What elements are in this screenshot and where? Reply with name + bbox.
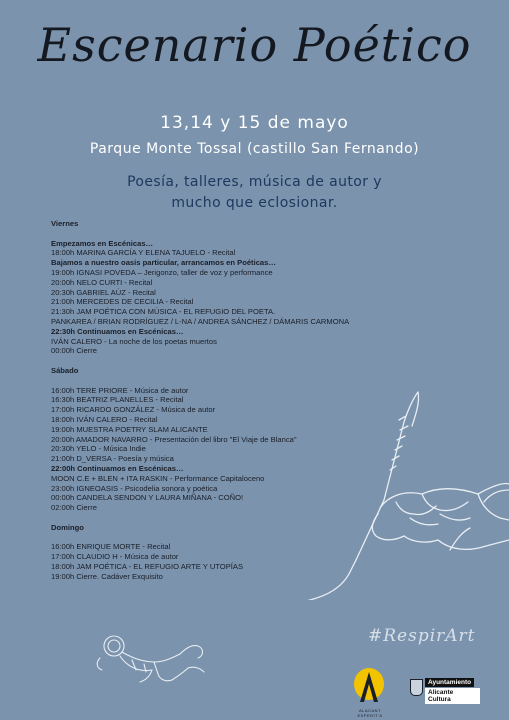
program-line: 00:00h CANDELA SENDON Y LAURA MIÑANA - COÑO! xyxy=(51,493,244,503)
hand-with-quill-illustration xyxy=(300,390,509,600)
program-line: 21:00h D_VERSA - Poesía y música xyxy=(51,454,174,464)
program-line: 23:00h IGNEOASIS - Psicodelia sonora y poética xyxy=(51,483,218,493)
program-line: 21:00h MERCEDES DE CECILIA - Recital xyxy=(51,297,194,307)
astronaut-illustration xyxy=(92,628,212,688)
program-line: 18:00h IVÁN CALERO - Recital xyxy=(51,414,158,424)
program-line: 16:00h TERE PRIORE - Música de autor xyxy=(51,385,189,395)
program-heading: Domingo xyxy=(51,522,84,532)
tagline-line-1: Poesía, talleres, música de autor y xyxy=(127,174,382,190)
program-spacer xyxy=(51,356,381,366)
event-venue: Parque Monte Tossal (castillo San Fernando) xyxy=(89,141,420,157)
logo-alacant-text: ALACANT ESPERIT'A xyxy=(357,708,383,718)
logo-ayuntamiento-bottom: Alicante Cultura xyxy=(425,688,480,704)
program-line: 18:00h JAM POÉTICA - EL REFUGIO ARTE Y UTOPÍAS xyxy=(51,561,244,571)
program-line: 17:00h CLAUDIO H - Música de autor xyxy=(51,552,179,562)
program-line: 19:00h Cierre. Cadáver Exquisito xyxy=(51,571,163,581)
logo-alacant-icon xyxy=(352,666,386,706)
event-dates: 13,14 y 15 de mayo xyxy=(160,113,349,133)
hashtag: #RespirArt xyxy=(368,626,476,646)
program-line: 21:30h JAM POÉTICA CON MÚSICA - EL REFUGIO DEL POETA. xyxy=(51,307,276,317)
program-line: 16:00h ENRIQUE MORTE - Recital xyxy=(51,542,171,552)
program-line: 02:00h Cierre xyxy=(51,503,98,513)
program-heading: 22:00h Continuamos en Escénicas… xyxy=(51,463,184,473)
program-line: 19:00h IGNASI POVEDA – Jerigonzo, taller de voz y performance xyxy=(51,267,273,277)
program-line: 20:30h YELO - Música Indie xyxy=(51,444,146,454)
program-spacer xyxy=(51,229,381,239)
logo-ayuntamiento xyxy=(410,677,480,703)
program-heading: Viernes xyxy=(51,219,79,228)
program-spacer xyxy=(51,376,381,386)
program-line: IVÁN CALERO - La noche de los poetas muertos xyxy=(51,336,217,346)
program-heading: Sábado xyxy=(51,365,79,375)
event-tagline xyxy=(0,172,509,214)
program-line: PANKAREA / BRIAN RODRÍGUEZ / L-NA / ANDREA SÁNCHEZ / DÁMARIS CARMONA xyxy=(51,316,350,326)
program-heading: Empezamos en Escénicas… xyxy=(51,238,154,248)
program-line: 20:00h NELO CURTI - Recital xyxy=(51,277,153,287)
program-line: 00:00h Cierre xyxy=(51,346,98,356)
program-heading: 22:30h Continuamos en Escénicas… xyxy=(51,326,184,336)
shield-icon xyxy=(410,679,423,696)
program-heading: Bajamos a nuestro oasis particular, arrancamos en Poéticas… xyxy=(51,258,276,268)
event-title: Escenario Poético xyxy=(37,18,472,72)
tagline-line-2: mucho que eclosionar. xyxy=(171,195,338,211)
program-line: 20:30h GABRIEL AÚZ - Recital xyxy=(51,287,156,297)
program-line: MOON C.E + BLEN + ITA RASKIN - Performance Capitaloceno xyxy=(51,473,265,483)
logo-ayuntamiento-top: Ayuntamiento xyxy=(425,678,474,687)
program-line: 20:00h AMADOR NAVARRO - Presentación del libro "El Viaje de Blanca" xyxy=(51,434,297,444)
program-line: 19:00h MUESTRA POETRY SLAM ALICANTE xyxy=(51,424,208,434)
program-line: 17:00h RICARDO GONZÁLEZ - Música de autor xyxy=(51,405,216,415)
program-line: 18:00h MARINA GARCÍA Y ELENA TAJUELO - Recital xyxy=(51,248,236,258)
program-line: 16:30h BEATRIZ PLANELLES - Recital xyxy=(51,395,184,405)
